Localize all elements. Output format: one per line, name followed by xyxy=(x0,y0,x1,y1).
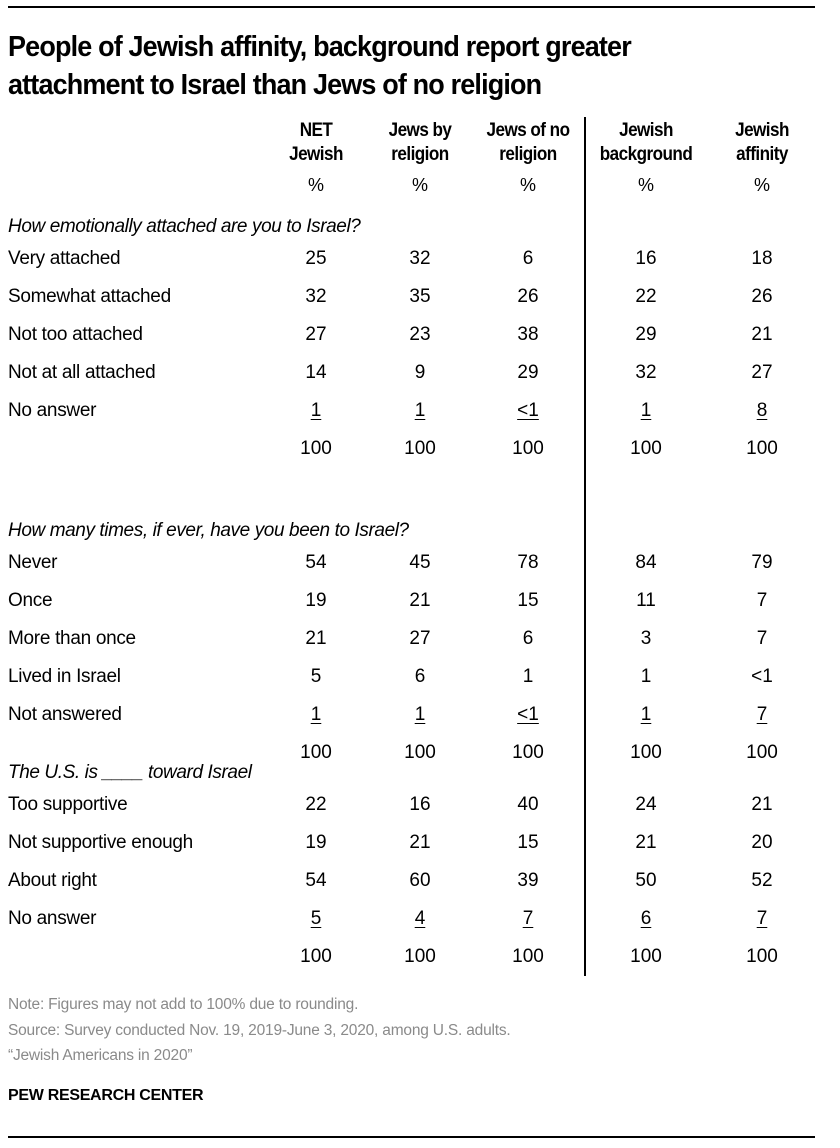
total-cell xyxy=(360,438,480,460)
row-label: No answer xyxy=(8,908,97,929)
cell-value: 100 xyxy=(404,438,436,459)
row-label: Very attached xyxy=(8,248,121,269)
table-cell xyxy=(586,286,706,308)
bottom-rule xyxy=(8,1136,815,1138)
cell-value: 32 xyxy=(409,248,431,269)
table-cell xyxy=(586,832,706,854)
column-header xyxy=(256,119,376,167)
cell-value: 16 xyxy=(635,248,657,269)
unit-label: % xyxy=(411,175,428,195)
cell-value: 8 xyxy=(756,400,768,421)
cell-value: 21 xyxy=(305,628,327,649)
table-cell xyxy=(468,704,588,726)
column-header-line: affinity xyxy=(736,144,788,165)
row-label: Too supportive xyxy=(8,794,128,815)
row-label: Not answered xyxy=(8,704,122,725)
column-header xyxy=(586,119,706,167)
column-header-line: Jews by xyxy=(388,120,452,141)
cell-value: 60 xyxy=(409,870,431,891)
question-label: How many times, if ever, have you been to Israel? xyxy=(8,520,409,541)
table-cell xyxy=(468,248,588,270)
column-header-line: Jewish xyxy=(619,120,673,141)
cell-value: 100 xyxy=(512,438,544,459)
cell-value: 21 xyxy=(409,832,431,853)
cell-value: 27 xyxy=(751,362,773,383)
table-cell xyxy=(360,794,480,816)
cell-value: 3 xyxy=(640,628,652,649)
table-cell xyxy=(256,400,376,422)
cell-value: 100 xyxy=(746,946,778,967)
column-header-line: Jewish xyxy=(289,144,343,165)
cell-value: 29 xyxy=(517,362,539,383)
row-label: Not at all attached xyxy=(8,362,156,383)
table-cell xyxy=(702,908,822,930)
total-cell xyxy=(586,438,706,460)
cell-value: 45 xyxy=(409,552,431,573)
table-cell xyxy=(256,794,376,816)
cell-value: 5 xyxy=(310,908,322,929)
unit-label: % xyxy=(307,175,324,195)
cell-value: 100 xyxy=(630,438,662,459)
table-cell xyxy=(360,666,480,688)
table-cell xyxy=(360,400,480,422)
cell-value: 1 xyxy=(640,400,652,421)
column-header-line: Jews of no xyxy=(486,120,570,141)
table-cell xyxy=(468,400,588,422)
table-cell xyxy=(702,248,822,270)
table-cell xyxy=(468,832,588,854)
row-label: About right xyxy=(8,870,97,891)
table-cell xyxy=(256,552,376,574)
cell-value: 7 xyxy=(756,908,768,929)
note-text: Note: Figures may not add to 100% due to rounding. xyxy=(8,996,359,1013)
cell-value: 100 xyxy=(630,946,662,967)
cell-value: 54 xyxy=(305,552,327,573)
table-cell xyxy=(586,666,706,688)
table-cell xyxy=(360,590,480,612)
row-label: Not supportive enough xyxy=(8,832,193,853)
total-cell xyxy=(360,946,480,968)
cell-value: 18 xyxy=(751,248,773,269)
table-cell xyxy=(256,908,376,930)
table-cell xyxy=(360,704,480,726)
table-cell xyxy=(468,666,588,688)
unit-label: % xyxy=(519,175,536,195)
table-cell xyxy=(468,870,588,892)
brand-logo: PEW RESEARCH CENTER xyxy=(8,1087,204,1104)
cell-value: 1 xyxy=(640,704,652,725)
table-cell xyxy=(702,552,822,574)
cell-value: 100 xyxy=(404,742,436,763)
cell-value: 78 xyxy=(517,552,539,573)
table-cell xyxy=(468,362,588,384)
cell-value: <1 xyxy=(751,666,773,687)
table-cell xyxy=(586,248,706,270)
cell-value: 84 xyxy=(635,552,657,573)
cell-value: 21 xyxy=(751,794,773,815)
cell-value: 7 xyxy=(522,908,534,929)
table-cell xyxy=(586,324,706,346)
total-cell xyxy=(256,742,376,764)
table-cell xyxy=(256,870,376,892)
cell-value: 6 xyxy=(522,248,534,269)
column-header xyxy=(702,119,822,167)
table-cell xyxy=(360,832,480,854)
cell-value: 27 xyxy=(305,324,327,345)
row-label: No answer xyxy=(8,400,97,421)
cell-value: 22 xyxy=(305,794,327,815)
cell-value: 54 xyxy=(305,870,327,891)
cell-value: 32 xyxy=(635,362,657,383)
table-cell xyxy=(256,666,376,688)
table-cell xyxy=(256,248,376,270)
total-cell xyxy=(702,742,822,764)
cell-value: 26 xyxy=(751,286,773,307)
column-header-line: religion xyxy=(499,144,557,165)
cell-value: 52 xyxy=(751,870,773,891)
cell-value: 39 xyxy=(517,870,539,891)
cell-value: 50 xyxy=(635,870,657,891)
cell-value: 22 xyxy=(635,286,657,307)
cell-value: 21 xyxy=(409,590,431,611)
question-label: How emotionally attached are you to Israel? xyxy=(8,216,361,237)
table-cell xyxy=(256,628,376,650)
question-label: The U.S. is ____ toward Israel xyxy=(8,762,252,783)
table-cell xyxy=(256,286,376,308)
cell-value: 7 xyxy=(756,590,768,611)
total-cell xyxy=(702,946,822,968)
cell-value: 26 xyxy=(517,286,539,307)
table-cell xyxy=(702,628,822,650)
total-cell xyxy=(586,742,706,764)
table-cell xyxy=(468,908,588,930)
table-cell xyxy=(360,552,480,574)
table-cell xyxy=(468,324,588,346)
table-cell xyxy=(360,286,480,308)
cell-value: 38 xyxy=(517,324,539,345)
column-header xyxy=(360,119,480,167)
cell-value: 100 xyxy=(512,742,544,763)
cell-value: <1 xyxy=(517,400,539,421)
table-cell xyxy=(256,590,376,612)
table-cell xyxy=(468,286,588,308)
cell-value: 11 xyxy=(636,590,656,611)
total-cell xyxy=(468,946,588,968)
total-cell xyxy=(360,742,480,764)
table-cell xyxy=(360,908,480,930)
row-label: Somewhat attached xyxy=(8,286,171,307)
table-cell xyxy=(702,324,822,346)
cell-value: 100 xyxy=(300,946,332,967)
cell-value: 27 xyxy=(409,628,431,649)
table-cell xyxy=(702,870,822,892)
cell-value: 24 xyxy=(635,794,657,815)
row-label: Not too attached xyxy=(8,324,143,345)
table-cell xyxy=(702,286,822,308)
table-cell xyxy=(256,324,376,346)
cell-value: 4 xyxy=(414,908,426,929)
cell-value: 16 xyxy=(409,794,431,815)
cell-value: 21 xyxy=(635,832,657,853)
cell-value: 6 xyxy=(414,666,426,687)
cell-value: 1 xyxy=(640,666,652,687)
cell-value: 15 xyxy=(517,832,539,853)
cell-value: 1 xyxy=(310,400,322,421)
table-cell xyxy=(360,870,480,892)
cell-value: 1 xyxy=(310,704,322,725)
cell-value: 100 xyxy=(404,946,436,967)
cell-value: 40 xyxy=(517,794,539,815)
total-cell xyxy=(468,438,588,460)
column-header-line: NET xyxy=(299,120,333,141)
cell-value: <1 xyxy=(517,704,539,725)
cell-value: 14 xyxy=(305,362,327,383)
cell-value: 5 xyxy=(310,666,322,687)
table-cell xyxy=(702,666,822,688)
table-cell xyxy=(702,400,822,422)
table-cell xyxy=(586,628,706,650)
cell-value: 100 xyxy=(746,438,778,459)
source-text: Source: Survey conducted Nov. 19, 2019-June 3, 2020, among U.S. adults. xyxy=(8,1022,511,1039)
column-header-line: religion xyxy=(391,144,449,165)
row-label: Once xyxy=(8,590,53,611)
table-cell xyxy=(702,832,822,854)
table-cell xyxy=(586,794,706,816)
cell-value: 35 xyxy=(409,286,431,307)
cell-value: 15 xyxy=(517,590,539,611)
chart-title: People of Jewish affinity, background report greater attachment to Israel than Jews of no religion xyxy=(8,31,631,101)
table-cell xyxy=(468,794,588,816)
total-cell xyxy=(468,742,588,764)
table-cell xyxy=(586,908,706,930)
report-title: “Jewish Americans in 2020” xyxy=(8,1047,193,1064)
table-cell xyxy=(586,362,706,384)
table-cell xyxy=(360,362,480,384)
table-cell xyxy=(256,362,376,384)
cell-value: 100 xyxy=(746,742,778,763)
cell-value: 100 xyxy=(300,438,332,459)
cell-value: 25 xyxy=(305,248,327,269)
table-cell xyxy=(256,832,376,854)
cell-value: 6 xyxy=(522,628,534,649)
cell-value: 7 xyxy=(756,704,768,725)
row-label: Never xyxy=(8,552,58,573)
cell-value: 100 xyxy=(512,946,544,967)
table-cell xyxy=(586,400,706,422)
column-header-line: Jewish xyxy=(735,120,789,141)
cell-value: 1 xyxy=(414,400,426,421)
cell-value: 20 xyxy=(751,832,773,853)
table-cell xyxy=(468,590,588,612)
column-header-line: background xyxy=(599,144,693,165)
table-cell xyxy=(360,248,480,270)
table-cell xyxy=(586,552,706,574)
table-cell xyxy=(702,794,822,816)
table-cell xyxy=(256,704,376,726)
table-cell xyxy=(586,590,706,612)
cell-value: 7 xyxy=(756,628,768,649)
total-cell xyxy=(586,946,706,968)
cell-value: 32 xyxy=(305,286,327,307)
total-cell xyxy=(256,946,376,968)
table-cell xyxy=(702,362,822,384)
table-cell xyxy=(586,704,706,726)
column-header xyxy=(468,119,588,167)
table-cell xyxy=(468,628,588,650)
cell-value: 19 xyxy=(305,832,327,853)
cell-value: 21 xyxy=(751,324,773,345)
cell-value: 1 xyxy=(522,666,534,687)
cell-value: 23 xyxy=(409,324,431,345)
table-cell xyxy=(360,324,480,346)
cell-value: 9 xyxy=(414,362,426,383)
cell-value: 6 xyxy=(640,908,652,929)
top-rule xyxy=(8,6,815,8)
table-cell xyxy=(702,590,822,612)
total-cell xyxy=(256,438,376,460)
table-cell xyxy=(702,704,822,726)
row-label: Lived in Israel xyxy=(8,666,121,687)
table-cell xyxy=(586,870,706,892)
cell-value: 1 xyxy=(414,704,426,725)
unit-label: % xyxy=(753,175,770,195)
cell-value: 100 xyxy=(630,742,662,763)
total-cell xyxy=(702,438,822,460)
cell-value: 19 xyxy=(305,590,327,611)
unit-label: % xyxy=(637,175,654,195)
table-cell xyxy=(468,552,588,574)
row-label: More than once xyxy=(8,628,136,649)
cell-value: 29 xyxy=(635,324,657,345)
cell-value: 100 xyxy=(300,742,332,763)
cell-value: 79 xyxy=(751,552,773,573)
table-cell xyxy=(360,628,480,650)
